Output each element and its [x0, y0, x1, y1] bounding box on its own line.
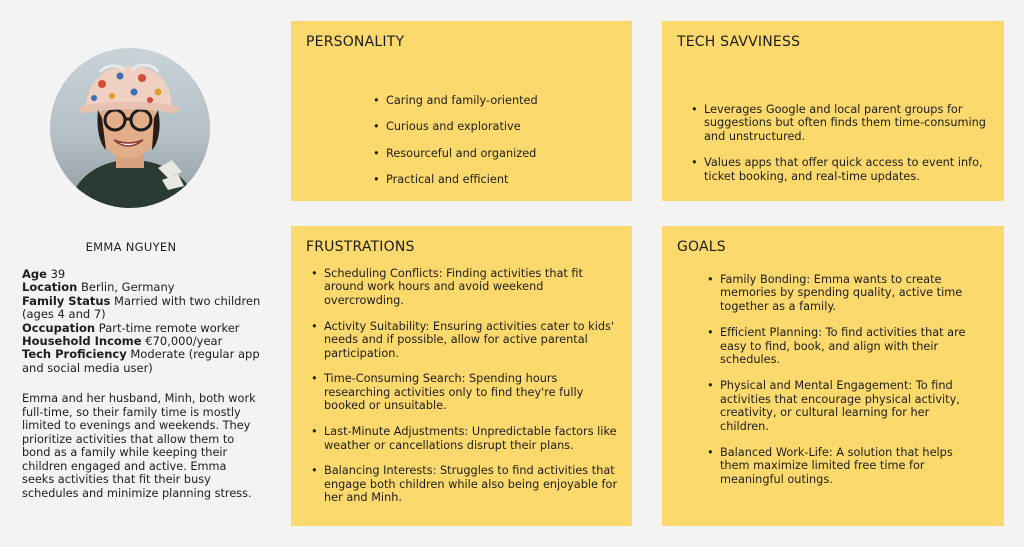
list-item: • Physical and Mental Engagement: To find activities that encourage physical activity, creativity, or cultural learning for her children.	[707, 379, 972, 433]
list-item: • Last-Minute Adjustments: Unpredictable factors like weather or cancellations disrupt their plans.	[311, 425, 621, 452]
persona-bio: Emma and her husband, Minh, both work full-time, so their family time is mostly limited to evenings and weekends. They prioritize activities that allow them to bond as a family while keeping their children engaged and active. Emma seeks activities that fit their busy schedules and minimize planning stress.	[22, 392, 256, 500]
frustrations-heading: FRUSTRATIONS	[306, 239, 415, 255]
list-item: • Family Bonding: Emma wants to create memories by spending quality, active time together as a family.	[707, 273, 972, 313]
list-item: • Values apps that offer quick access to event info, ticket booking, and real-time updates.	[691, 156, 991, 183]
persona-profile	[22, 0, 267, 547]
list-item: • Curious and explorative	[373, 120, 623, 133]
goals-heading: GOALS	[677, 239, 726, 255]
fact-occupation: Occupation Part-time remote worker	[22, 320, 240, 335]
list-item: • Caring and family-oriented	[373, 94, 623, 107]
persona-name: EMMA NGUYEN	[85, 240, 177, 254]
fact-family-status: Family Status Married with two children (ages 4 and 7)	[22, 293, 261, 322]
frustrations-list	[311, 267, 621, 517]
fact-household-income: Household Income €70,000/year	[22, 334, 223, 349]
personality-heading: PERSONALITY	[306, 34, 405, 50]
fact-tech-proficiency: Tech Proficiency Moderate (regular app and social media user)	[22, 347, 260, 375]
personality-card	[291, 21, 632, 201]
tech-savviness-heading: TECH SAVVINESS	[677, 34, 801, 50]
fact-age: Age 39	[22, 267, 66, 281]
list-item: • Balanced Work-Life: A solution that helps them maximize limited free time for meaningful outings.	[707, 446, 972, 486]
list-item: • Efficient Planning: To find activities that are easy to find, book, and align with their schedules.	[707, 326, 972, 366]
list-item: • Balancing Interests: Struggles to find activities that engage both children while also being enjoyable for her and Minh.	[311, 464, 621, 504]
tech-savviness-list	[691, 103, 991, 196]
list-item: • Activity Suitability: Ensuring activities cater to kids' needs and if possible, allow for active parental participation.	[311, 320, 621, 360]
list-item: • Scheduling Conflicts: Finding activities that fit around work hours and avoid weekend overcrowding.	[311, 267, 621, 307]
tech-savviness-card	[662, 21, 1004, 201]
fact-location: Location Berlin, Germany	[22, 280, 175, 295]
list-item: • Time-Consuming Search: Spending hours researching activities only to find they're fully booked or unsuitable.	[311, 372, 621, 412]
persona-portrait-image	[50, 48, 210, 208]
goals-list	[707, 273, 972, 499]
personality-list	[373, 94, 623, 200]
list-item: • Practical and efficient	[373, 173, 623, 186]
persona-photo	[50, 48, 210, 208]
goals-card	[662, 226, 1004, 526]
frustrations-card	[291, 226, 632, 526]
list-item: • Resourceful and organized	[373, 147, 623, 160]
list-item: • Leverages Google and local parent groups for suggestions but often finds them time-consuming and unstructured.	[691, 103, 991, 143]
persona-facts	[22, 268, 267, 375]
